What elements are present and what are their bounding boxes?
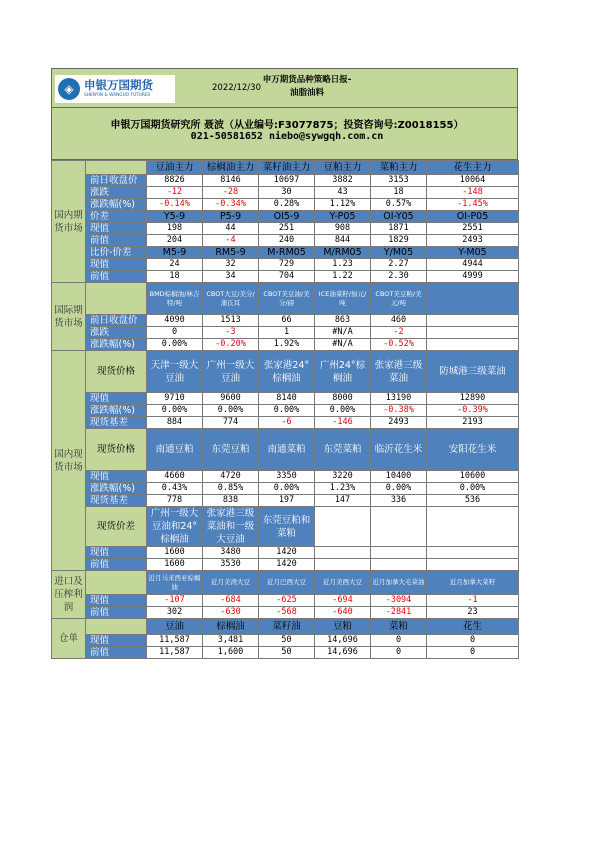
- data-cell: 0.85%: [203, 483, 259, 495]
- company-logo: [55, 75, 175, 103]
- data-cell: 3480: [203, 547, 259, 559]
- data-cell: 2.27: [371, 259, 427, 271]
- table-row: [52, 495, 519, 507]
- data-cell: 0.00%: [203, 405, 259, 417]
- table-row: [52, 161, 519, 175]
- corner-cell: [86, 161, 147, 175]
- column-header: 棕榈油: [203, 619, 259, 635]
- table-row: [52, 339, 519, 351]
- data-table: [51, 160, 519, 659]
- data-cell: 10064: [427, 175, 519, 187]
- table-row: [52, 607, 519, 619]
- data-cell: -0.39%: [427, 405, 519, 417]
- data-cell: 536: [427, 495, 519, 507]
- spread-header: OI5-9: [259, 211, 315, 223]
- row-label: 比价-价差: [86, 247, 147, 259]
- corner-cell: [86, 283, 147, 315]
- section-intl-futures: 国际期货市场: [52, 283, 86, 351]
- spread-header: Y5-9: [147, 211, 203, 223]
- row-label: 现值: [86, 547, 147, 559]
- table-row: [52, 559, 519, 571]
- data-cell: -2: [371, 327, 427, 339]
- data-cell: 9600: [203, 393, 259, 405]
- row-label: 涨跌幅(%): [86, 483, 147, 495]
- section-warehouse: 仓单: [52, 619, 86, 659]
- table-row: [52, 619, 519, 635]
- report-header: [51, 68, 518, 108]
- table-row: [52, 271, 519, 283]
- row-label: 现值: [86, 393, 147, 405]
- table-row: [52, 351, 519, 393]
- data-cell: 3,481: [203, 635, 259, 647]
- table-row: [52, 187, 519, 199]
- column-header: 花生: [427, 619, 519, 635]
- data-cell: 4090: [147, 315, 203, 327]
- block-label: 现货价差: [86, 507, 147, 547]
- table-row: [52, 547, 519, 559]
- column-header: 临沂花生米: [371, 429, 427, 471]
- data-cell: 66: [259, 315, 315, 327]
- column-header: 豆油: [147, 619, 203, 635]
- data-cell: [427, 339, 519, 351]
- column-header: 张家港24°棕榈油: [259, 351, 315, 393]
- data-cell: [427, 327, 519, 339]
- data-cell: -28: [203, 187, 259, 199]
- logo-mark-icon: ◈: [58, 78, 80, 100]
- data-cell: 3350: [259, 471, 315, 483]
- spread-header: P5-9: [203, 211, 259, 223]
- ratio-header: Y-M05: [427, 247, 519, 259]
- data-cell: 8000: [315, 393, 371, 405]
- table-row: [52, 315, 519, 327]
- table-row: [52, 429, 519, 471]
- data-cell: 460: [371, 315, 427, 327]
- data-cell: 2493: [371, 417, 427, 429]
- data-cell: -4: [203, 235, 259, 247]
- table-row: [52, 417, 519, 429]
- data-cell: 14,696: [315, 635, 371, 647]
- data-cell: 3220: [315, 471, 371, 483]
- data-cell: #N/A: [315, 339, 371, 351]
- report-date: 2022/12/30: [212, 83, 261, 93]
- data-cell: -2841: [371, 607, 427, 619]
- table-row: [52, 483, 519, 495]
- data-cell: 4660: [147, 471, 203, 483]
- data-cell: 4944: [427, 259, 519, 271]
- column-header: 豆粕: [315, 619, 371, 635]
- data-cell: 13190: [371, 393, 427, 405]
- data-cell: 1.12%: [315, 199, 371, 211]
- row-label: 前值: [86, 607, 147, 619]
- column-header: 近月加拿大菜籽: [427, 571, 519, 595]
- spread-header: OI-P05: [427, 211, 519, 223]
- data-cell: 10600: [427, 471, 519, 483]
- data-cell: 14,696: [315, 647, 371, 659]
- data-cell: 32: [203, 259, 259, 271]
- row-label: 现值: [86, 595, 147, 607]
- row-label: 前值: [86, 559, 147, 571]
- author-info: [51, 108, 518, 160]
- logo-en-text: SHENYIN & WANGUO FUTURES: [84, 93, 151, 98]
- data-cell: 2193: [427, 417, 519, 429]
- table-row: [52, 595, 519, 607]
- data-cell: 12890: [427, 393, 519, 405]
- data-cell: 3153: [371, 175, 427, 187]
- data-cell: 9710: [147, 393, 203, 405]
- table-row: [52, 283, 519, 315]
- row-label: 涨跌: [86, 327, 147, 339]
- data-cell: 302: [147, 607, 203, 619]
- spread-header: Y-P05: [315, 211, 371, 223]
- data-cell: -3: [203, 327, 259, 339]
- data-cell: 0.28%: [259, 199, 315, 211]
- data-cell: 198: [147, 223, 203, 235]
- column-header: 广州24°棕榈油: [315, 351, 371, 393]
- column-header: 棕榈油主力: [203, 161, 259, 175]
- data-cell: 0.00%: [427, 483, 519, 495]
- data-cell: 2493: [427, 235, 519, 247]
- ratio-header: M5-9: [147, 247, 203, 259]
- data-cell: 0.00%: [259, 483, 315, 495]
- row-label: 现值: [86, 635, 147, 647]
- data-cell: -1: [427, 595, 519, 607]
- data-cell: 1513: [203, 315, 259, 327]
- table-row: [52, 175, 519, 187]
- data-cell: -6: [259, 417, 315, 429]
- column-header: 菜粕主力: [371, 161, 427, 175]
- data-cell: 2.30: [371, 271, 427, 283]
- column-header: BMD棕榈油/林吉特/吨: [147, 283, 203, 315]
- row-label: 前日收盘价: [86, 315, 147, 327]
- data-cell: 18: [147, 271, 203, 283]
- column-header: 近月加拿大毛菜油: [371, 571, 427, 595]
- row-label: 前值: [86, 271, 147, 283]
- data-cell: 2551: [427, 223, 519, 235]
- column-header: 广州一级大豆油和24°棕榈油: [147, 507, 203, 547]
- column-header: 豆油主力: [147, 161, 203, 175]
- data-cell: -1.45%: [427, 199, 519, 211]
- data-cell: 1.22: [315, 271, 371, 283]
- data-cell: 838: [203, 495, 259, 507]
- data-cell: 1600: [147, 547, 203, 559]
- data-cell: [427, 315, 519, 327]
- ratio-header: M-RM05: [259, 247, 315, 259]
- table-row: [52, 327, 519, 339]
- data-cell: [315, 559, 371, 571]
- data-cell: 24: [147, 259, 203, 271]
- institute-line: 申银万国期货研究所 聂波（从业编号:F3077875；投资咨询号:Z0018155）: [110, 120, 464, 131]
- column-header: [315, 507, 371, 547]
- data-cell: 1.23%: [315, 483, 371, 495]
- column-header: CBOT美豆油/美分/磅: [259, 283, 315, 315]
- column-header: 安阳花生米: [427, 429, 519, 471]
- data-cell: 778: [147, 495, 203, 507]
- data-cell: -625: [259, 595, 315, 607]
- row-label: 涨跌幅(%): [86, 339, 147, 351]
- data-cell: 863: [315, 315, 371, 327]
- data-cell: 0: [427, 647, 519, 659]
- data-cell: 0.00%: [371, 483, 427, 495]
- data-cell: -684: [203, 595, 259, 607]
- ratio-header: RM5-9: [203, 247, 259, 259]
- data-cell: 50: [259, 647, 315, 659]
- data-cell: 774: [203, 417, 259, 429]
- column-header: [427, 507, 519, 547]
- data-cell: -0.14%: [147, 199, 203, 211]
- data-cell: 1.92%: [259, 339, 315, 351]
- section-import-profit: 进口及压榨利润: [52, 571, 86, 619]
- row-label: 前日收盘价: [86, 175, 147, 187]
- data-cell: -148: [427, 187, 519, 199]
- data-cell: 11,587: [147, 647, 203, 659]
- data-cell: 0.57%: [371, 199, 427, 211]
- table-row: [52, 571, 519, 595]
- row-label: 价差: [86, 211, 147, 223]
- block-label: 现货价格: [86, 429, 147, 471]
- data-cell: 3530: [203, 559, 259, 571]
- data-cell: 44: [203, 223, 259, 235]
- table-row: [52, 223, 519, 235]
- column-header: 近月马来西亚棕榈油: [147, 571, 203, 595]
- data-cell: 884: [147, 417, 203, 429]
- corner-cell: [86, 619, 147, 635]
- data-cell: -640: [315, 607, 371, 619]
- table-row: [52, 211, 519, 223]
- row-label: 涨跌幅(%): [86, 405, 147, 417]
- column-header: 张家港三级菜油: [371, 351, 427, 393]
- data-cell: 0.00%: [147, 405, 203, 417]
- report-title: [252, 74, 362, 100]
- data-cell: [427, 559, 519, 571]
- column-header: 张家港三级菜油和一级大豆油: [203, 507, 259, 547]
- data-cell: -146: [315, 417, 371, 429]
- data-cell: 50: [259, 635, 315, 647]
- column-header: CBOT美豆粕/美元/吨: [371, 283, 427, 315]
- data-cell: 1600: [147, 559, 203, 571]
- row-label: 现货基差: [86, 417, 147, 429]
- data-cell: 30: [259, 187, 315, 199]
- data-cell: 1871: [371, 223, 427, 235]
- row-label: 现值: [86, 259, 147, 271]
- column-header: CBOT大豆/美分/蒲氏耳: [203, 283, 259, 315]
- data-cell: -694: [315, 595, 371, 607]
- corner-cell: [86, 571, 147, 595]
- table-row: [52, 199, 519, 211]
- data-cell: -3094: [371, 595, 427, 607]
- data-cell: 197: [259, 495, 315, 507]
- table-row: [52, 471, 519, 483]
- data-cell: 1,600: [203, 647, 259, 659]
- data-cell: 4720: [203, 471, 259, 483]
- column-header: [427, 283, 519, 315]
- data-cell: 8146: [203, 175, 259, 187]
- contact-line: 021-50581652 niebo@sywgqh.com.cn: [190, 131, 384, 142]
- data-cell: 0: [427, 635, 519, 647]
- data-cell: -568: [259, 607, 315, 619]
- data-cell: 0.00%: [147, 339, 203, 351]
- data-cell: 336: [371, 495, 427, 507]
- data-cell: 147: [315, 495, 371, 507]
- column-header: 东莞豆粕和菜粕: [259, 507, 315, 547]
- data-cell: 0: [371, 635, 427, 647]
- logo-cn-text: 申银万国期货: [84, 78, 153, 92]
- data-cell: #N/A: [315, 327, 371, 339]
- column-header: 花生主力: [427, 161, 519, 175]
- data-cell: 34: [203, 271, 259, 283]
- column-header: 菜籽油主力: [259, 161, 315, 175]
- column-header: 防城港三级菜油: [427, 351, 519, 393]
- data-cell: 704: [259, 271, 315, 283]
- data-cell: -0.38%: [371, 405, 427, 417]
- column-header: 天津一级大豆油: [147, 351, 203, 393]
- row-label: 涨跌幅(%): [86, 199, 147, 211]
- column-header: 近月美西大豆: [315, 571, 371, 595]
- section-spot-market: 国内现货市场: [52, 351, 86, 571]
- data-cell: 18: [371, 187, 427, 199]
- column-header: 近月巴西大豆: [259, 571, 315, 595]
- table-row: [52, 647, 519, 659]
- data-cell: 1420: [259, 559, 315, 571]
- table-row: [52, 235, 519, 247]
- data-cell: -12: [147, 187, 203, 199]
- block-label: 现货价格: [86, 351, 147, 393]
- column-header: 东莞菜粕: [315, 429, 371, 471]
- table-row: [52, 507, 519, 547]
- column-header: 近月美湾大豆: [203, 571, 259, 595]
- row-label: 前值: [86, 235, 147, 247]
- column-header: 南通豆粕: [147, 429, 203, 471]
- table-row: [52, 259, 519, 271]
- data-cell: -0.52%: [371, 339, 427, 351]
- data-cell: 43: [315, 187, 371, 199]
- data-cell: 1: [259, 327, 315, 339]
- column-header: 豆粕主力: [315, 161, 371, 175]
- data-cell: -107: [147, 595, 203, 607]
- report-title-line1: 申万期货品种策略日报-: [262, 75, 352, 85]
- data-cell: 251: [259, 223, 315, 235]
- data-cell: 0: [147, 327, 203, 339]
- ratio-header: M/RM05: [315, 247, 371, 259]
- data-cell: 8140: [259, 393, 315, 405]
- data-cell: 0.00%: [259, 405, 315, 417]
- data-cell: [371, 559, 427, 571]
- data-cell: 0.00%: [315, 405, 371, 417]
- column-header: [371, 507, 427, 547]
- row-label: 前值: [86, 647, 147, 659]
- data-cell: 23: [427, 607, 519, 619]
- data-cell: 8826: [147, 175, 203, 187]
- row-label: 现值: [86, 223, 147, 235]
- spread-header: OI-Y05: [371, 211, 427, 223]
- column-header: 东莞豆粕: [203, 429, 259, 471]
- data-cell: 10400: [371, 471, 427, 483]
- row-label: 现货基差: [86, 495, 147, 507]
- table-row: [52, 393, 519, 405]
- data-cell: [427, 547, 519, 559]
- data-cell: [371, 547, 427, 559]
- ratio-header: Y/M05: [371, 247, 427, 259]
- column-header: 南通菜粕: [259, 429, 315, 471]
- data-cell: -630: [203, 607, 259, 619]
- column-header: 菜籽油: [259, 619, 315, 635]
- table-row: [52, 635, 519, 647]
- row-label: 现值: [86, 471, 147, 483]
- data-cell: 240: [259, 235, 315, 247]
- column-header: ICE油菜籽/加元/吨: [315, 283, 371, 315]
- data-cell: [315, 547, 371, 559]
- data-cell: 3882: [315, 175, 371, 187]
- data-cell: 844: [315, 235, 371, 247]
- data-cell: 0: [371, 647, 427, 659]
- data-cell: 1829: [371, 235, 427, 247]
- column-header: 菜粕: [371, 619, 427, 635]
- table-row: [52, 405, 519, 417]
- data-cell: -0.34%: [203, 199, 259, 211]
- data-cell: 1.23: [315, 259, 371, 271]
- column-header: 广州一级大豆油: [203, 351, 259, 393]
- section-domestic-futures: 国内期货市场: [52, 161, 86, 283]
- data-cell: 10697: [259, 175, 315, 187]
- row-label: 涨跌: [86, 187, 147, 199]
- data-cell: 1420: [259, 547, 315, 559]
- data-cell: -0.20%: [203, 339, 259, 351]
- data-cell: 729: [259, 259, 315, 271]
- data-cell: 908: [315, 223, 371, 235]
- data-cell: 204: [147, 235, 203, 247]
- data-cell: 0.43%: [147, 483, 203, 495]
- data-cell: 4999: [427, 271, 519, 283]
- report-title-line2: 油脂油料: [289, 88, 324, 98]
- data-cell: 11,587: [147, 635, 203, 647]
- table-row: [52, 247, 519, 259]
